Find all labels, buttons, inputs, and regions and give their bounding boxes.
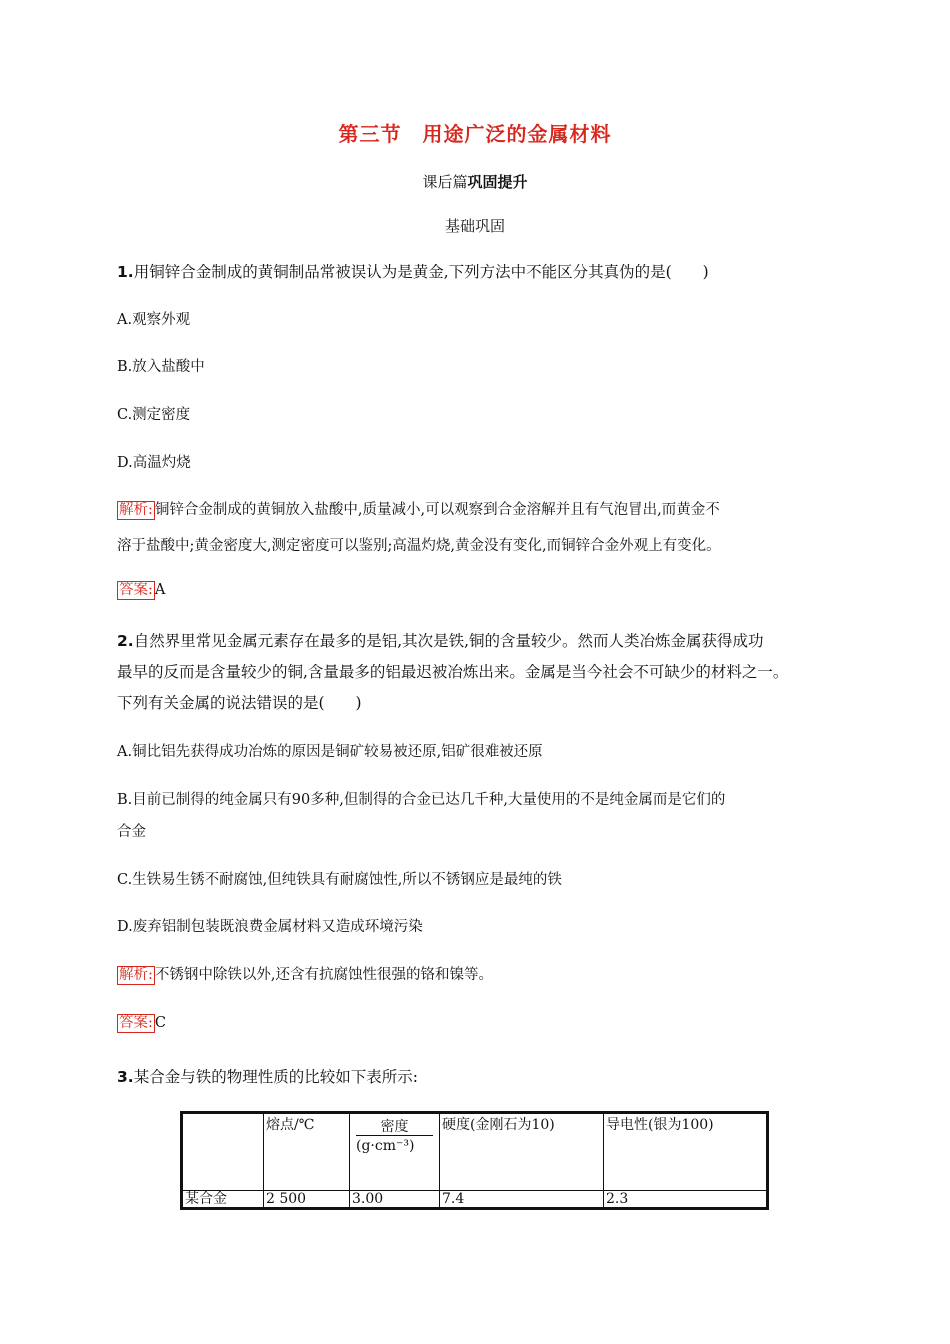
density-unit: (g·cm⁻³)	[356, 1135, 433, 1154]
answer-tag: 答案:	[119, 582, 153, 598]
question-number: 2.	[117, 632, 134, 650]
property-table	[180, 1111, 769, 1210]
header-hardness: 硬度(金刚石为10)	[440, 1113, 604, 1191]
option-b: B.放入盐酸中	[117, 359, 205, 375]
answer-2	[117, 1014, 166, 1033]
cell-conductivity: 2.3	[604, 1191, 768, 1209]
question-text: 某合金与铁的物理性质的比较如下表所示:	[133, 1068, 418, 1086]
header-density	[350, 1113, 440, 1191]
option-b-cont: 合金	[117, 824, 146, 840]
cell-name: 某合金	[182, 1191, 264, 1209]
option-c: C.测定密度	[117, 407, 191, 423]
subtitle-bold: 巩固提升	[467, 173, 528, 191]
answer-tag: 答案:	[119, 1015, 153, 1031]
analysis-1-cont: 溶于盐酸中;黄金密度大,测定密度可以鉴别;高温灼烧,黄金没有变化,而铜锌合金外观上有变化。	[117, 538, 721, 554]
answer-1	[117, 581, 165, 600]
header-melting-point: 熔点/℃	[264, 1113, 350, 1191]
header-conductivity: 导电性(银为100)	[604, 1113, 768, 1191]
question-2	[117, 629, 764, 651]
question-text: 自然界里常见金属元素存在最多的是铝,其次是铁,铜的含量较少。然而人类冶炼金属获得成功	[133, 632, 764, 650]
header-empty	[182, 1113, 264, 1191]
option-a: A.观察外观	[117, 312, 191, 328]
option-c: C.生铁易生锈不耐腐蚀,但纯铁具有耐腐蚀性,所以不锈钢应是最纯的铁	[117, 872, 562, 888]
analysis-1	[117, 498, 720, 520]
table-row	[182, 1191, 768, 1209]
density-label: 密度	[380, 1119, 409, 1135]
cell-melting-point: 2 500	[264, 1191, 350, 1209]
option-b: B.目前已制得的纯金属只有90多种,但制得的合金已达几千种,大量使用的不是纯金属而是它们的	[117, 792, 726, 808]
analysis-2	[117, 963, 493, 985]
option-a: A.铜比铝先获得成功冶炼的原因是铜矿较易被还原,铝矿很难被还原	[117, 744, 543, 760]
page-title: 第三节 用途广泛的金属材料	[338, 122, 612, 146]
analysis-tag: 解析:	[119, 502, 153, 518]
question-1	[117, 260, 709, 282]
option-d: D.高温灼烧	[117, 455, 191, 471]
section-heading: 基础巩固	[444, 217, 505, 235]
answer-value: A	[154, 582, 166, 598]
cell-density: 3.00	[350, 1191, 440, 1209]
question-number: 3.	[117, 1068, 134, 1086]
subtitle-prefix: 课后篇	[422, 173, 468, 191]
cell-hardness: 7.4	[440, 1191, 604, 1209]
analysis-text: 铜锌合金制成的黄铜放入盐酸中,质量减小,可以观察到合金溶解并且有气泡冒出,而黄金不	[154, 502, 720, 518]
question-3	[117, 1065, 418, 1087]
analysis-tag: 解析:	[119, 967, 153, 983]
table-header-row	[182, 1113, 768, 1191]
question-2-line3: 下列有关金属的说法错误的是( )	[117, 694, 362, 712]
question-2-line2: 最早的反而是含量较少的铜,含量最多的铝最迟被冶炼出来。金属是当今社会不可缺少的材料之一。	[117, 663, 789, 681]
question-text: 用铜锌合金制成的黄铜制品常被误认为是黄金,下列方法中不能区分其真伪的是( )	[133, 263, 709, 281]
option-d: D.废弃铝制包装既浪费金属材料又造成环境污染	[117, 919, 423, 935]
analysis-text: 不锈钢中除铁以外,还含有抗腐蚀性很强的铬和镍等。	[154, 967, 493, 983]
answer-value: C	[154, 1015, 166, 1031]
subtitle	[0, 171, 950, 192]
question-number: 1.	[117, 263, 134, 281]
